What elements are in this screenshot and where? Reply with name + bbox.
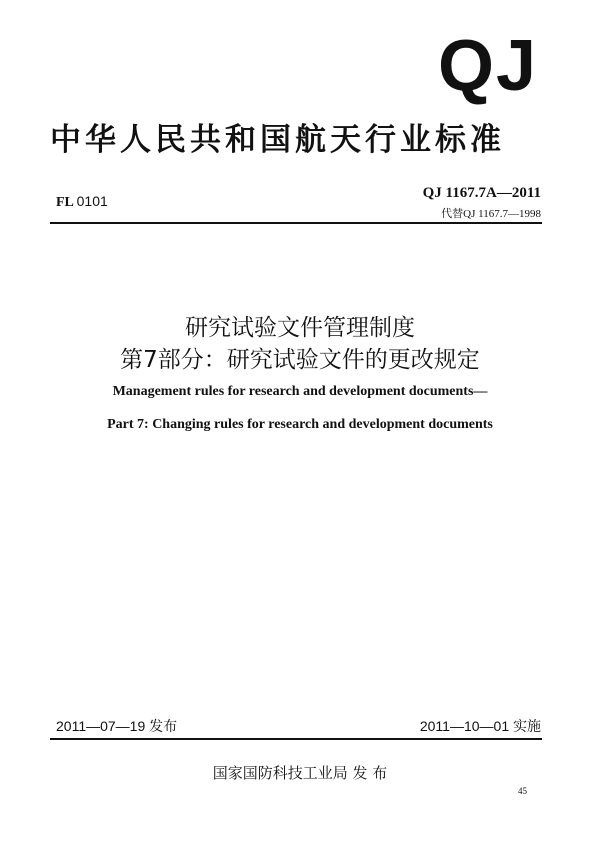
header-divider bbox=[50, 222, 542, 224]
footer-divider bbox=[50, 738, 542, 740]
page-number: 45 bbox=[518, 786, 527, 796]
standard-number bbox=[423, 185, 541, 202]
classification-prefix: FL bbox=[56, 195, 74, 210]
publisher: 国家国防科技工业局 发 布 bbox=[212, 764, 388, 782]
standard-category-title: 中华人民共和国航天行业标准 bbox=[50, 122, 505, 158]
document-title-zh-line2: 第7部分：研究试验文件的更改规定 bbox=[120, 347, 480, 373]
implementation-date: 2011—10—01 实施 bbox=[419, 718, 541, 734]
document-title-zh-line1: 研究试验文件管理制度 bbox=[185, 315, 415, 341]
issue-date: 2011—07—19 发布 bbox=[56, 718, 178, 734]
document-title-en-line1: Management rules for research and development documents— bbox=[112, 384, 488, 399]
replaces-standard: 代替QJ 1167.7—1998 bbox=[441, 208, 541, 220]
document-title-en-line2: Part 7: Changing rules for research and development documents bbox=[107, 417, 493, 432]
classification-code bbox=[56, 193, 108, 211]
classification-number: 0101 bbox=[76, 193, 108, 209]
standard-number-text: QJ 1167.7A—2011 bbox=[422, 185, 541, 201]
standard-logo: QJ bbox=[437, 26, 538, 106]
